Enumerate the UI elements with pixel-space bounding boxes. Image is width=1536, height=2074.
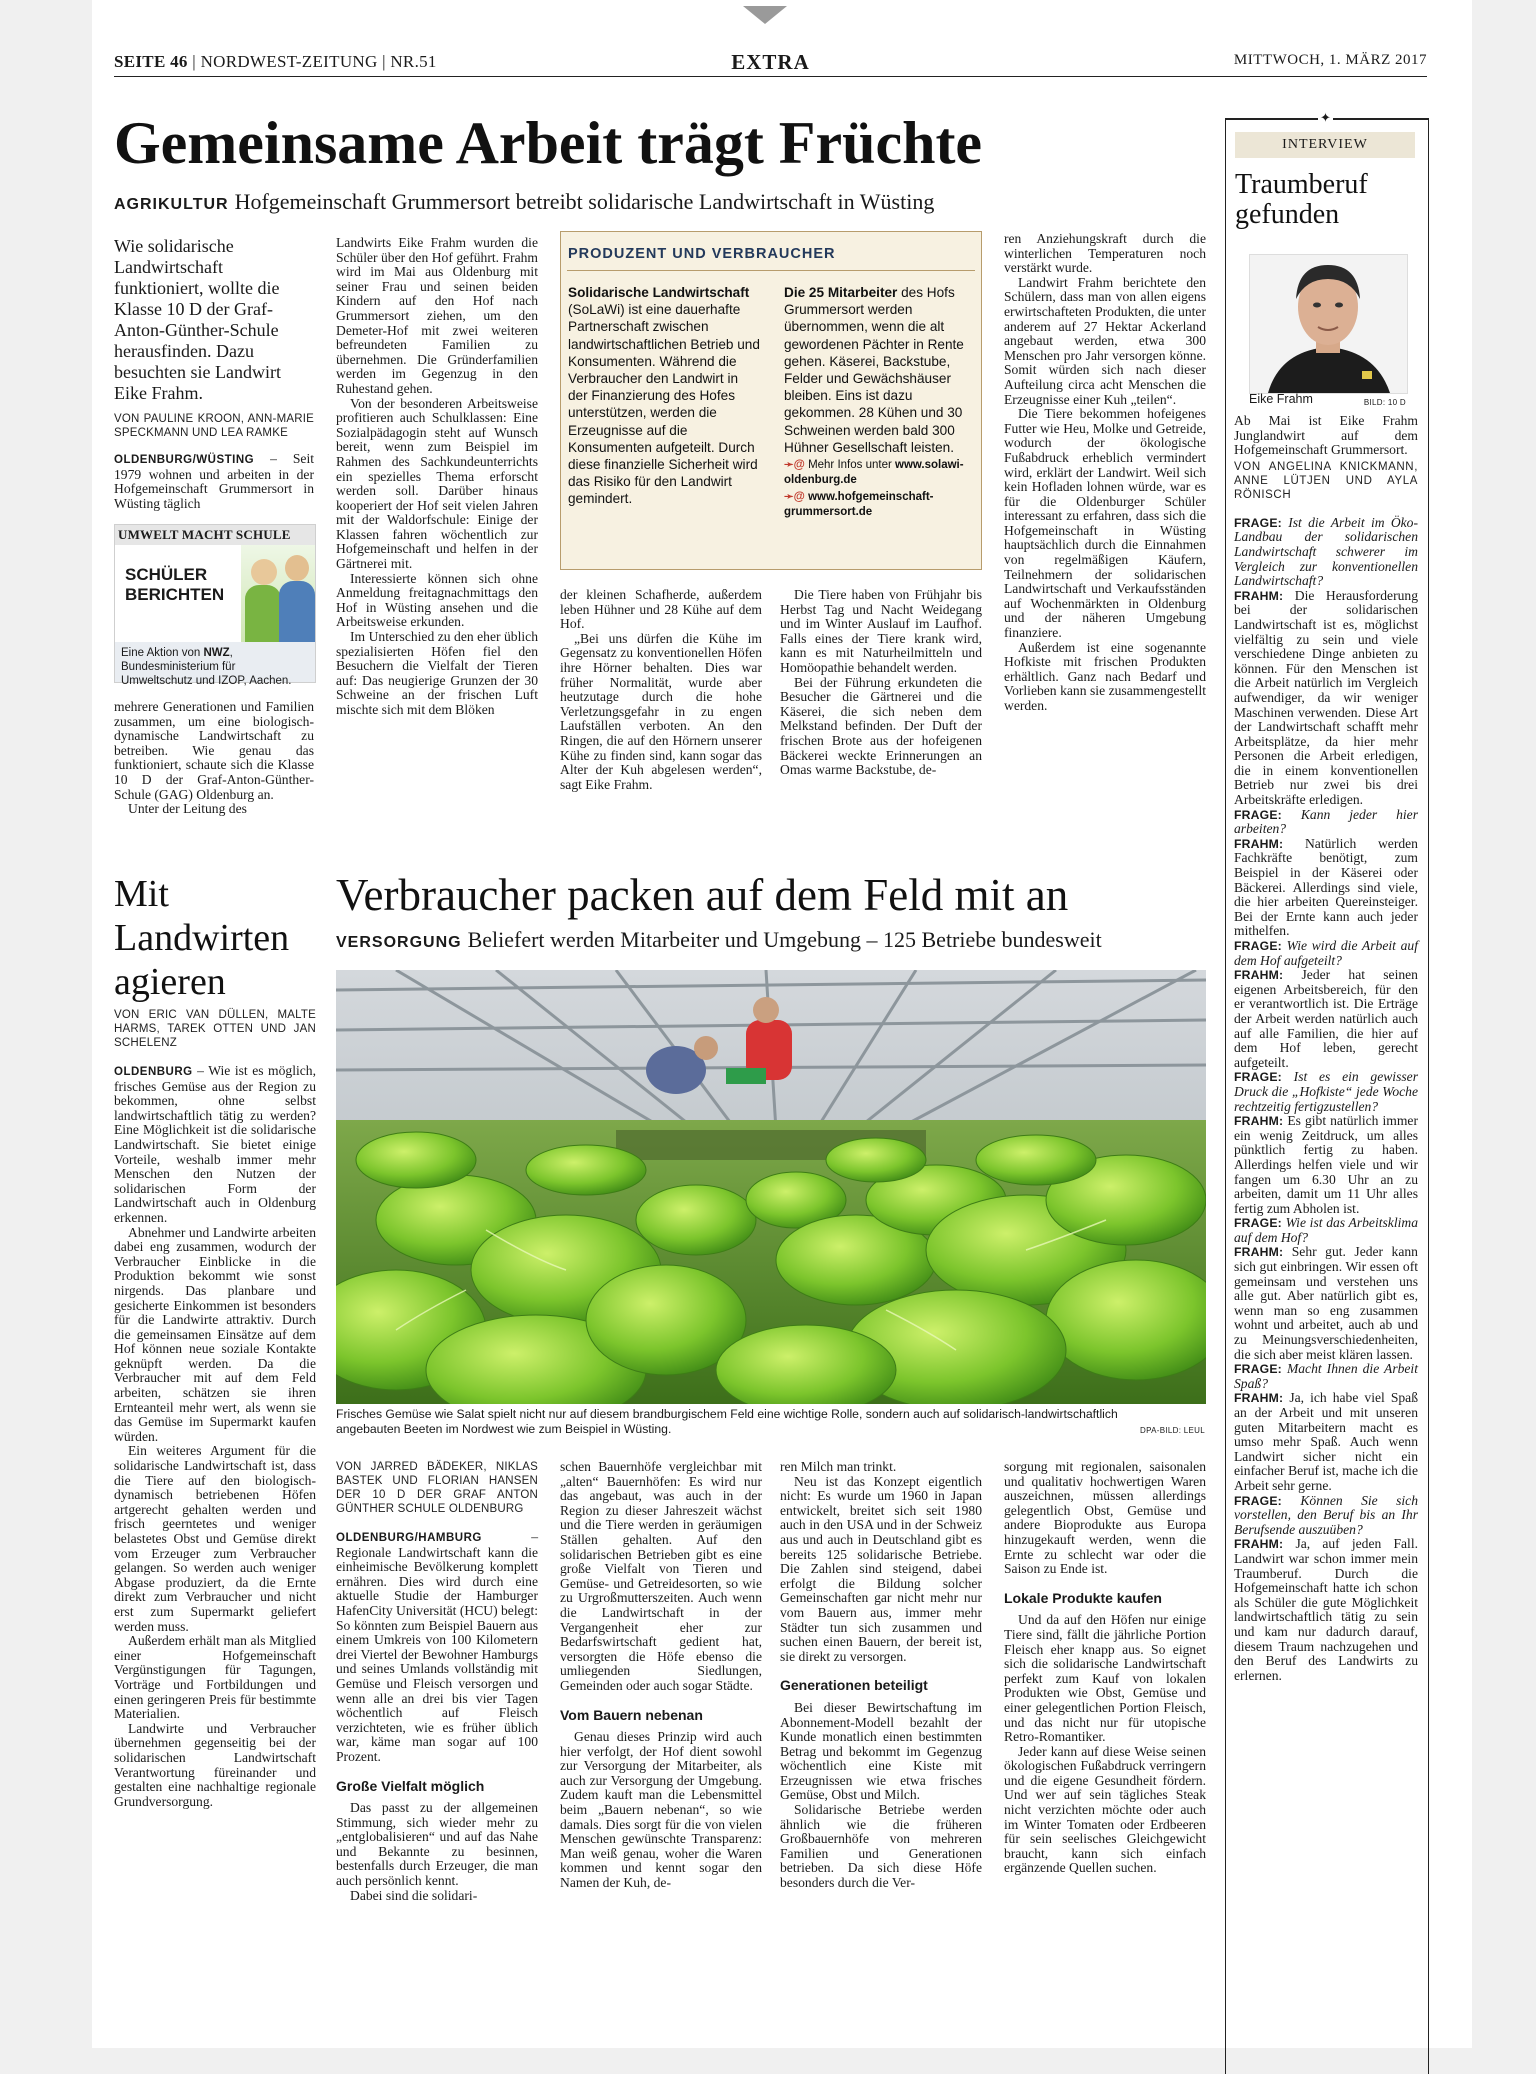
umwelt-foot-a: Eine Aktion von: [121, 647, 201, 659]
umwelt-footer: [115, 642, 315, 687]
eike-frahm-photo: [1249, 254, 1408, 394]
infobox-right-bold: Die 25 Mitarbeiter: [784, 285, 898, 300]
infobox-link1-url[interactable]: www.solawi-oldenburg.de: [784, 459, 964, 487]
article3-col3: [780, 1460, 982, 1891]
infobox-right: [784, 284, 976, 520]
a5-text: Sehr gut. Jeder kann sich gut einbringen. Wir essen oft gemeinsam und verstehen uns alle gut. Aber natürlich gibt es, wenn man so eng zusammen wohnt und arbeitet, auch ab und zu Meinungsverschiedenheiten, die sich aber meist klären lassen.: [1234, 1244, 1418, 1362]
infobox-right-text: des Hofs Grummersort werden übernommen, wenn die alt gewordenen Pächter in Rente gehen. Käserei, Backstube, Felder und Gewächshäuser bleiben. Eins ist dazu gekommen. 28 Kühen und 30 Schweinen werden bald 300 Hühner Gesellschaft leisten.: [784, 285, 964, 455]
article3-c1-p1: – Regionale Landwirtschaft kann die einheimische Bevölkerung komplett ernähren. Dies wird durch eine aktuelle Studie der Hamburger HafenCity Universität (HCU) belegt: So könnten zum Beispiel Bauern aus einem Umkreis von 100 Kilometern drei Viertel der Bewohner Hamburgs und seines Umlands vollständig mit Gemüse und Fleisch versorgen und wenn alle an drei bis vier Tagen wöchentlich auf Fleisch verzichteten, wie es früher üblich war, käme man sogar auf 100 Prozent.: [336, 1529, 538, 1764]
interview-intro: Ab Mai ist Eike Frahm Junglandwirt auf dem Hofgemeinschaft Grummersort.: [1234, 413, 1418, 458]
a2-text: Natürlich werden Fachkräfte benötigt, zum Beispiel in der Käserei oder Bäckerei. Allerdings sind viele, die hier arbeiten Quereinsteiger. Bei der Ernte kann auch jeder mithelfen.: [1234, 835, 1418, 939]
q-label: FRAGE:: [1234, 1070, 1282, 1085]
issue-date: MITTWOCH, 1. MÄRZ 2017: [1233, 52, 1427, 68]
article1-col1-bottom: [114, 700, 314, 817]
photo-label: [1249, 392, 1406, 410]
article2-p3: Ein weiteres Argument für die solidarische Landwirtschaft ist, dass die Tiere auf den biologisch-dynamisch betriebenen Höfen artgerecht gehalten werden und frisch geerntetes und weniger belastetes Obst und Gemüse direkt vom Erzeuger zum Verbraucher gelangen. So werden auch weniger Abgase produziert, da die Ernte direkt zum Verbraucher und nicht erst zum Supermarkt geliefert werden muss.: [114, 1443, 316, 1634]
article1-c5-p3: Die Tiere bekommen hofeigenes Futter wie Heu, Molke und Getreide, wodurch der ökologische Fußabdruck erheblich vermindert wird, erklärt der Landwirt. Weil sich kein Hofladen lohnen würde, war es für die Oldenburger Schüler interessant zu erfahren, dass sich die Hofgemeinschaft in Wüsting hauptsächlich durch die Einnahmen von regelmäßigen Käufern, Teilnehmern der solidarischen Landwirtschaft und Verkaufsständen auf Wochenmärkten in Oldenburg und der näheren Umgebung finanziere.: [1004, 406, 1206, 641]
article1-c3-p2: „Bei uns dürfen die Kühe im Gegensatz zu konventionellen Höfen ihre Hörner behalten. Dies war früher Normalität, wurde aber heutzutage durch die hohe Verletzungsgefahr in zu engen Laufställen verboten. An den Ringen, die auf den Hörnern unserer Kühe zu finden sind, kann sogar das Alter der Kuh abgelesen werden“, sagt Eike Frahm.: [560, 630, 762, 792]
article2-headline-l1: Mit: [114, 873, 169, 915]
article3-byline: VON JARRED BÄDEKER, NIKLAS BASTEK UND FLORIAN HANSEN DER 10 D DER GRAF ANTON GÜNTHER SCHULE OLDENBURG: [336, 1461, 538, 1515]
article1-subhead-line: [114, 188, 1214, 219]
info-box-produzent-verbraucher: [560, 231, 982, 570]
article3-c1-p2: Das passt zu der allgemeinen Stimmung, sich wieder mehr zu „entglobalisieren“ und auf das Nahe und Bekannte zu besinnen, bestenfalls durch Erzeuger, die man auch persönlich kennt.: [336, 1800, 538, 1889]
umwelt-headline: [125, 565, 224, 605]
q2-text: Kann jeder hier arbeiten?: [1234, 806, 1418, 837]
q-label: FRAGE:: [1234, 939, 1282, 953]
article3-dateline: OLDENBURG/HAMBURG: [336, 1532, 482, 1544]
q-label: FRAGE:: [1234, 1216, 1282, 1231]
interview-headline: [1235, 170, 1368, 230]
page-scroll-notch[interactable]: [743, 6, 787, 24]
interview-a6: [1234, 1391, 1418, 1493]
article2-p5: Landwirte und Verbraucher übernehmen gegenseitig bei der solidarischen Landwirtschaft Verantwortung füreinander und gestalten eine nachhaltige regionale Grundversorgung.: [114, 1720, 316, 1809]
article1-col4: [780, 588, 982, 778]
infobox-link1-prefix: Mehr Infos unter: [808, 459, 892, 472]
photo-caption: Frisches Gemüse wie Salat spielt nicht nur auf diesem brandburgischem Feld eine wichtige Rolle, sondern auch auf solidarisch-landwirtschaftlich angebauten Beeten im Nordwest wie zum Beispiel in Wüsting.: [336, 1407, 1118, 1436]
article2-lead: [114, 1064, 316, 1226]
a-label: FRAHM:: [1234, 588, 1284, 603]
q4-text: Ist es ein gewisser Druck die „Hofkiste“ jede Woche rechtzeitig fertigzustellen?: [1234, 1069, 1418, 1114]
q5-text: Wie ist das Arbeitsklima auf dem Hof?: [1234, 1215, 1418, 1245]
page-number: SEITE 46: [114, 52, 188, 71]
article3-subheading-4: Lokale Produkte kaufen: [1004, 1589, 1162, 1606]
article1-dateline: OLDENBURG/WÜSTING: [114, 454, 255, 466]
article1-c4-p2: Bei der Führung erkundeten die Besucher die Gärtnerei und die Käserei, die sich neben dem Melkstand befinden. Der Duft der frischen Brote aus der hofeigenen Bäckerei weckte Erinnerungen an Omas warme Backstube, de-: [780, 674, 982, 778]
a-label: FRAHM:: [1234, 836, 1284, 851]
greenhouse-photo: [336, 970, 1206, 1404]
a4-text: Es gibt natürlich immer ein wenig Zeitdruck, um alles pünktlich fertig zu haben. Allerdings helfen viele und wir fangen um 6.30 Uhr an zu arbeiten, damit um 11 Uhr alles fertig zum Abholen ist.: [1234, 1113, 1418, 1216]
arrow-icon: ➛@: [784, 491, 805, 504]
article1-c1-p3: Unter der Leitung des: [128, 801, 247, 817]
article3-c3-p4: Solidarische Betriebe werden ähnlich wie die früheren Großbauernhöfe von mehreren Familien und Generationen betrieben. Da sich diese Höfe besonders durch die Ver-: [780, 1802, 982, 1891]
umwelt-title: UMWELT MACHT SCHULE: [115, 525, 315, 545]
umwelt-headline-line2: BERICHTEN: [125, 585, 225, 604]
header-left: SEITE 46 | NORDWEST-ZEITUNG | NR.51: [114, 52, 437, 71]
article3-kicker: VERSORGUNG: [336, 934, 462, 951]
article1-c5-p1: ren Anziehungskraft durch die winterlichen Temperaturen noch verstärkt wurde.: [1004, 231, 1206, 276]
students-illustration: [241, 545, 315, 645]
article3-c2-p1: schen Bauernhöfe vergleichbar mit „alten“ Bauernhöfen: Es wird nur das angebaut, was auch in der Region zu dieser Jahreszeit wächst und die Tiere werden in geräumigen Ställen gehalten. Auf den solidarischen Betrieben gibt es eine große Vielfalt von Tieren und Gemüse- und Getreidesorten, so wie zu Urgroßmutterszeiten. Auch wenn die Landwirtschaft in der Vergangenheit eher zur Bedarfswirtschaft gedient hat, versorgten die Höfe ebenso die umliegenden Siedlungen, Gemeinden oder auch sogar Städte.: [560, 1459, 762, 1693]
article2-p1: – Wie ist es möglich, frisches Gemüse aus der Region zu bekommen, ohne selbst landwirtschaftlich tätig zu werden? Eine Möglichkeit ist die solidarische Landwirtschaft. Sie bietet einige Vorteile, weshalb immer mehr Menschen den Nutzen der solidarischen Form der Landwirtschaft auch in Oldenburg erkennen.: [114, 1063, 317, 1225]
article3-subheading-2: Vom Bauern nebenan: [560, 1706, 703, 1723]
interview-q3: [1234, 939, 1418, 968]
article1-c5-p2: Landwirt Frahm berichtete den Schülern, dass man von allen eigens erwirtschafteten Produkten, die unter anderem auf 27 Hektar Ackerland angebaut werden, etwa 300 Menschen pro Jahr versorgen könne. Somit würden sich nach dieser Aufteilung circa acht Menschen die Erzeugnisse einer Kuh „teilen“.: [1004, 274, 1206, 407]
article3-subheading-1: Große Vielfalt möglich: [336, 1777, 485, 1794]
interview-q7: [1234, 1494, 1418, 1538]
article3-headline: Verbraucher packen auf dem Feld mit an: [336, 870, 1069, 920]
interview-headline-l1: Traumberuf: [1235, 169, 1368, 200]
interview-a1: [1234, 589, 1418, 808]
star-icon: ✦: [1320, 110, 1331, 125]
paper-name: NORDWEST-ZEITUNG: [200, 52, 378, 71]
infobox-link2-url[interactable]: www.hofgemeinschaft-grummersort.de: [784, 491, 934, 519]
umwelt-headline-line1: SCHÜLER: [125, 565, 208, 584]
interview-body: [1234, 414, 1418, 1683]
section-title: EXTRA: [731, 50, 810, 74]
article3-c4-p1: sorgung mit regionalen, saisonalen und qualitativ hochwertigen Waren auszeichnen, müssen allerdings gelegentlich Obst, Gemüse und andere Bioprodukte aus Europa hinzugekauft werden, wenn die Ernte zu schlecht war oder die Saison zu Ende ist.: [1004, 1459, 1206, 1577]
article2-p2: Abnehmer und Landwirte arbeiten dabei eng zusammen, wodurch der Verbraucher Einblicke in die Produktion bekommt wie sonst nirgends. Das planbare und gesicherte Einkommen ist besonders für die Landwirte attraktiv. Durch die gemeinsamen Einsätze auf dem Hof können neue soziale Kontakte geknüpft werden. Da die Verbraucher mit auf dem Feld arbeiten, schätzen sie ihren Ernteanteil mehr wert, als wenn sie das Gemüse im Supermarkt kaufen würden.: [114, 1224, 316, 1444]
article2-byline: VON ERIC VAN DÜLLEN, MALTE HARMS, TAREK OTTEN UND JAN SCHELENZ: [114, 1009, 316, 1049]
a-label: FRAHM:: [1234, 968, 1284, 983]
infobox-left: [568, 284, 760, 508]
a3-text: Jeder hat seinen eigenen Arbeitsbereich, für den er verantwortlich ist. Die Erträge der Arbeit werden natürlich auch auf alle Familien, die hier auf dem Hof leben, gerecht aufgeteilt.: [1234, 967, 1418, 1070]
q-label: FRAGE:: [1234, 807, 1282, 822]
a-label: FRAHM:: [1234, 1391, 1284, 1406]
umwelt-macht-schule-box: [114, 524, 316, 687]
article3-col4: [1004, 1460, 1206, 1876]
photo-name: Eike Frahm: [1249, 392, 1313, 406]
article3-subheading-3: Generationen beteiligt: [780, 1677, 928, 1694]
q7-text: Können Sie sich vorstellen, den Beruf bis an Ihr Berufsende auszuüben?: [1234, 1492, 1419, 1537]
interview-headline-l2: gefunden: [1235, 199, 1340, 230]
article1-c2-p3: Interessierte können sich ohne Anmeldung freitagnachmittags den Hof in Wüsting ansehen und die Arbeitsweise erkunden.: [336, 570, 538, 630]
q6-text: Macht Ihnen die Arbeit Spaß?: [1234, 1361, 1418, 1391]
interview-a5: [1234, 1245, 1418, 1362]
article1-c2-p4: Im Unterschied zu den eher üblich spezialisierten Höfen fiel den Besuchern die Vielfalt der Tieren auf: Das neugierige Grunzen der 30 Schweine an der frischen Luft mischte sich mit dem Blöken: [336, 629, 538, 717]
article3-c3-p2: Neu ist das Konzept eigentlich nicht: Es wurde um 1960 in Japan entwickelt, breitet sich seit 1980 auch in den USA und in der Schweiz aus und auch in Deutschland gibt es bereits 125 solidarische Betriebe. Die Zahlen sind steigend, dabei erfolgt die Bildung solcher Gemeinschaften gar nicht mehr nur vom Bauern aus, immer mehr Städter tun sich zusammen und suchen einen Bauern, der bereit ist, sie direkt zu versorgen.: [780, 1473, 982, 1664]
article1-subhead: Hofgemeinschaft Grummersort betreibt solidarische Landwirtschaft in Wüsting: [234, 189, 935, 214]
a7-text: Ja, auf jeden Fall. Landwirt war schon immer mein Traumberuf. Durch die Hofgemeinschaft hatte ich schon als Schüler die gute Möglichkeit landwirtschaftlich tätig zu sein und kam nur dadurch darauf, diesem Traum nachzugehen und den Beruf des Landwirts zu erlernen.: [1234, 1536, 1418, 1683]
arrow-icon: ➛@: [784, 459, 805, 472]
article1-c5-p4: Außerdem ist eine sogenannte Hofkiste mit frischen Produkten erhältlich. Ganz nach Bedarf und Vorlieben kann sie zusammengestellt werden.: [1004, 639, 1206, 713]
article1-teaser: Wie solidarische Landwirtschaft funktioniert, wollte die Klasse 10 D der Graf-Anton-Günther-Schule herausfinden. Dazu besuchten sie Landwirt Eike Frahm.: [114, 236, 281, 403]
a-label: FRAHM:: [1234, 1537, 1284, 1552]
infobox-title: PRODUZENT UND VERBRAUCHER: [568, 246, 836, 262]
article1-lead: [114, 452, 314, 511]
interview-a4: [1234, 1114, 1418, 1216]
article2-headline-l3: agieren: [114, 961, 226, 1003]
article1-kicker: AGRIKULTUR: [114, 196, 229, 213]
infobox-left-bold: Solidarische Landwirtschaft: [568, 285, 750, 300]
article3-c2-p2: Genau dieses Prinzip wird auch hier verfolgt, der Hof dient sowohl zur Versorgung der Mitarbeiter, als auch zur Versorgung der Umgebung. Zudem kauft man die Lebensmittel beim „Bauern nebenan“, so wie damals. Dies sorgt für die von vielen Menschen gewünschte Transparenz: Man weiß genau, woher die Waren kommen und kennt sogar den Namen der Kuh, de-: [560, 1729, 762, 1891]
article2-p4: Außerdem erhält man als Mitglied einer Hofgemeinschaft Vergünstigungen für Tagungen, Vorträge und Fortbildungen und einen geringeren Preis für bestimmte Materialien.: [114, 1633, 316, 1722]
article3-c4-p3: Jeder kann auf diese Weise seinen ökologischen Fußabdruck verringern und die eigene Gesundheit fördern. Und wer auf sein tägliches Steak nicht verzichten möchte oder auch im Winter Tomaten oder Erdbeeren für sein seelisches Gleichgewicht braucht, kann sich einfach ergänzende Quellen suchen.: [1004, 1743, 1206, 1876]
q-label: FRAGE:: [1234, 1493, 1282, 1508]
article1-c1-p1: – Seit 1979 wohnen und arbeiten in der Hofgemeinschaft Grummersort in Wüsting täglich: [114, 451, 314, 511]
article1-c3-p1: der kleinen Schafherde, außerdem leben Hühner und 28 Kühe auf dem Hof.: [560, 587, 762, 632]
article1-byline: VON PAULINE KROON, ANN-MARIE SPECKMANN UND LEA RAMKE: [114, 413, 314, 439]
article2-headline: [114, 872, 289, 1004]
q3-text: Wie wird die Arbeit auf dem Hof aufgeteilt?: [1234, 938, 1418, 968]
article1-col1-top: [114, 236, 314, 511]
article2-body: [114, 1008, 316, 1809]
infobox-left-text: (SoLaWi) ist eine dauerhafte Partnerschaft zwischen landwirtschaftlichen Betrieb und Konsumenten. Während die Verbraucher den Landwirt in der Finanzierung des Hofes unterstützen, werden die Erzeugnisse auf die Konsumenten aufgeteilt. Durch diese finanzielle Sicherheit wird das Risiko für den Landwirt gemindert.: [568, 302, 760, 507]
article1-c4-p1: Die Tiere haben von Frühjahr bis Herbst Tag und Nacht Weidegang und im Winter Auslauf im Laufhof. Falls eines der Tiere krank wird, kann es mit Naturheilmitteln und Homöopathie behandelt werden.: [780, 587, 982, 675]
article3-c3-p3: Bei dieser Bewirtschaftung im Abonnement-Modell bezahlt der Kunde monatlich einen bestimmten Betrag und bekommt im Gegenzug wöchentlich eine Kiste mit Erzeugnissen wie etwa frisches Gemüse, Obst und Milch.: [780, 1699, 982, 1803]
article1-col3: [560, 588, 762, 792]
q1-text: Ist die Arbeit im Öko-Landbau der solidarischen Landwirtschaft schwerer im Vergleich zur konventionellen Landwirtschaft?: [1234, 514, 1418, 589]
article3-c1-p3: Dabei sind die solidari-: [350, 1887, 478, 1903]
article1-c1-p2: mehrere Generationen und Familien zusammen, um eine biologisch-dynamische Landwirtschaft zu betreiben. Wie genau das funktioniert, schaute sich die Klasse 10 D der Graf-Anton-Günther-Schule (GAG) Oldenburg an.: [114, 699, 314, 802]
interview-byline: VON ANGELINA KNICKMANN, ANNE LÜTJEN UND AYLA RÖNISCH: [1234, 460, 1418, 501]
a6-text: Ja, ich habe viel Spaß an der Arbeit und mit unseren guten Mitarbeitern macht es umso mehr Spaß. Auch wenn Landwirt sicher nicht ein einfacher Beruf ist, mache ich die Arbeit sehr gerne.: [1234, 1390, 1419, 1493]
interview-tag: INTERVIEW: [1235, 132, 1415, 158]
a1-text: Die Herausforderung bei der solidarischen Landwirtschaft ist es, möglichst vielfältig zu sein und viele verschiedene Dinge anbieten zu können. Für den Menschen ist die Arbeit natürlich im Vergleich aufwendiger, da wir weniger Maschinen verwenden. Diese Art der Landwirtschaft schafft mehr Arbeitsplätze, da hier mehr Personen die Arbeit erledigen, die in einem konventionellen Betrieb nur zwei bis drei Arbeitskräfte erledigen.: [1234, 587, 1418, 808]
interview-q2: [1234, 808, 1418, 837]
a-label: FRAHM:: [1234, 1245, 1284, 1260]
article3-lead: [336, 1530, 538, 1765]
article1-col2: [336, 236, 538, 718]
interview-q1: [1234, 516, 1418, 589]
article3-col2: [560, 1460, 762, 1891]
article3-subhead: Beliefert werden Mitarbeiter und Umgebung – 125 Betriebe bundesweit: [467, 927, 1102, 952]
article1-c2-p1: Landwirts Eike Frahm wurden die Schüler über den Hof geführt. Frahm wird im Mai aus Oldenburg mit seiner Frau und seinen beiden Kindern auf den Hof nach Grummersort ziehen, um den Demeter-Hof mit zwei weiteren befreundeten Familien zu übernehmen. Die Gründerfamilien werden im Gegenzug in den Ruhestand gehen.: [336, 235, 538, 396]
article3-c3-p1: ren Milch man trinkt.: [780, 1459, 897, 1474]
infobox-link1[interactable]: [784, 458, 976, 488]
article2-headline-l2: Landwirten: [114, 917, 290, 959]
page-header: [114, 50, 1427, 77]
article1-col5: [1004, 232, 1206, 714]
umwelt-foot-b: , Bundesministerium für Umweltschutz und IZOP, Aachen.: [121, 647, 292, 687]
article3-subhead-line: [336, 926, 1216, 957]
photo-credit-small: BILD: 10 D: [1363, 398, 1406, 407]
article3-c4-p2: Und da auf den Höfen nur einige Tiere sind, fällt die jährliche Portion Fleisch eher knapp aus. So eignet sich die solidarische Landwirtschaft perfekt zum Kauf von lokalen Produkten wie Obst, Gemüse und einer gelegentlichen Portion Fleisch, und das nicht nur für utopische Retro-Romantiker.: [1004, 1612, 1206, 1745]
interview-a2: [1234, 837, 1418, 939]
article3-col1: [336, 1460, 538, 1903]
issue-number: NR.51: [390, 52, 437, 71]
interview-q5: [1234, 1216, 1418, 1245]
interview-a3: [1234, 968, 1418, 1070]
interview-q4: [1234, 1070, 1418, 1114]
article1-headline: Gemeinsame Arbeit trägt Früchte: [114, 110, 983, 176]
interview-q6: [1234, 1362, 1418, 1391]
a-label: FRAHM:: [1234, 1114, 1284, 1129]
interview-a7: [1234, 1537, 1418, 1683]
nwz-logo: NWZ: [203, 647, 230, 659]
q-label: FRAGE:: [1234, 515, 1282, 530]
article1-c2-p2: Von der besonderen Arbeitsweise profitieren auch Schulklassen: Eine Sozialpädagogin steht auf Wunsch bereit, wenn zum Beispiel im Rahmen des Sachkundeunterrichts ein spezielles Thema erforscht werden soll. Darüber hinaus kooperiert der Hof seit vielen Jahren mit der Waldorfschule: Einige der Klassen fahren wöchentlich zur Hofgemeinschaft und helfen in der Gärtnerei mit.: [336, 395, 538, 572]
infobox-link2[interactable]: [784, 490, 976, 520]
photo-credit: DPA-BILD: LEUL: [1140, 1426, 1205, 1435]
q-label: FRAGE:: [1234, 1362, 1282, 1377]
article2-dateline: OLDENBURG: [114, 1066, 193, 1078]
